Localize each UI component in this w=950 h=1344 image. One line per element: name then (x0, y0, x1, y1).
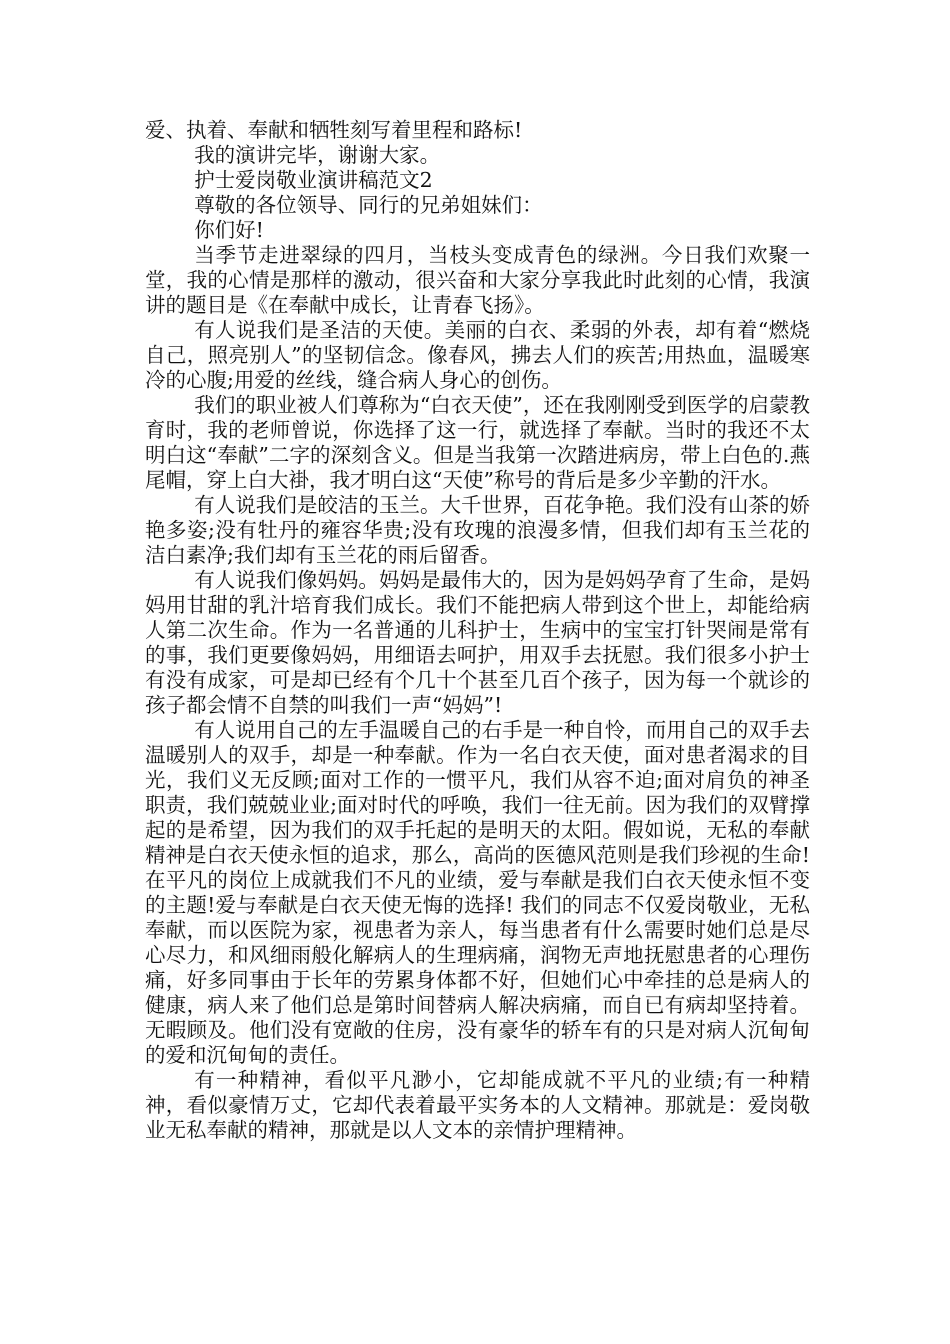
paragraph-intro: 当季节走进翠绿的四月，当枝头变成青色的绿洲。今日我们欢聚一堂，我的心情是那样的激动，很兴奋和大家分享我此时此刻的心情，我演讲的题目是《在奉献中成长，让青春飞扬》。 (145, 243, 810, 317)
paragraph-salutation: 尊敬的各位领导、同行的兄弟姐妹们： (194, 193, 543, 217)
paragraph-speech-end: 我的演讲完毕，谢谢大家。 (194, 143, 441, 167)
paragraph-mother: 有人说我们像妈妈。妈妈是最伟大的，因为是妈妈孕育了生命，是妈妈用甘甜的乳汁培育我们成长。我们不能把病人带到这个世上，却能给病人第二次生命。作为一名普通的儿科护士，生病中的宝宝打针哭闹是常有的事，我们更要像妈妈，用细语去呵护，用双手去抚慰。我们很多小护士有没有成家，可是却已经有个几十个甚至几百个孩子，因为每一个就诊的孩子都会情不自禁的叫我们一声“妈妈”! (145, 568, 810, 717)
paragraph-closing-line: 爱、执着、奉献和牺牲刻写着里程和路标! (145, 118, 523, 142)
paragraph-magnolia: 有人说我们是皎洁的玉兰。大千世界，百花争艳。我们没有山茶的娇艳多姿;没有牡丹的雍容华贵;没有玫瑰的浪漫多情，但我们却有玉兰花的洁白素净;我们却有玉兰花的雨后留香。 (145, 493, 810, 567)
paragraph-profession: 我们的职业被人们尊称为“白衣天使”，还在我刚刚受到医学的启蒙教育时，我的老师曾说，你选择了这一行，就选择了奉献。当时的我还不太明白这“奉献”二字的深刻含义。但是当我第一次踏进病房，带上白色的.燕尾帽，穿上白大褂，我才明白这“天使”称号的背后是多少辛勤的汗水。 (145, 393, 810, 492)
paragraph-dedication: 有人说用自己的左手温暖自己的右手是一种自怜，而用自己的双手去温暖别人的双手，却是一种奉献。作为一名白衣天使，面对患者渴求的目光，我们义无反顾;面对工作的一惯平凡，我们从容不迫;面对肩负的神圣职责，我们兢兢业业;面对时代的呼唤，我们一往无前。因为我们的双臂撑起的是希望，因为我们的双手托起的是明天的太阳。假如说，无私的奉献精神是白衣天使永恒的追求，那么，高尚的医德风范则是我们珍视的生命!在平凡的岗位上成就我们不凡的业绩，爱与奉献是我们白衣天使永恒不变的主题!爱与奉献是白衣天使无悔的选择! 我们的同志不仅爱岗敬业，无私奉献，而以医院为家，视患者为亲人，每当患者有什么需要时她们总是尽心尽力，和风细雨般化解病人的生理病痛，润物无声地抚慰患者的心理伤痛，好多同事由于长年的劳累身体都不好，但她们心中牵挂的总是病人的健康，病人来了他们总是第时间替病人解决病痛，而自已有病却坚持着。无暇顾及。他们没有宽敞的住房，没有豪华的轿车有的只是对病人沉甸甸的爱和沉甸甸的责任。 (145, 718, 810, 1067)
section-title: 护士爱岗敬业演讲稿范文2 (194, 168, 433, 192)
paragraph-greeting: 你们好! (194, 218, 264, 242)
paragraph-spirit: 有一种精神，看似平凡渺小，它却能成就不平凡的业绩;有一种精神，看似豪情万丈，它却代表着最平实务本的人文精神。那就是：爱岗敬业无私奉献的精神，那就是以人文本的亲情护理精神。 (145, 1068, 810, 1142)
document-page (145, 118, 810, 1143)
paragraph-angel: 有人说我们是圣洁的天使。美丽的白衣、柔弱的外表，却有着“燃烧自己，照亮别人”的坚韧信念。像春风，拂去人们的疾苦;用热血，温暖寒冷的心腹;用爱的丝线，缝合病人身心的创伤。 (145, 318, 810, 392)
